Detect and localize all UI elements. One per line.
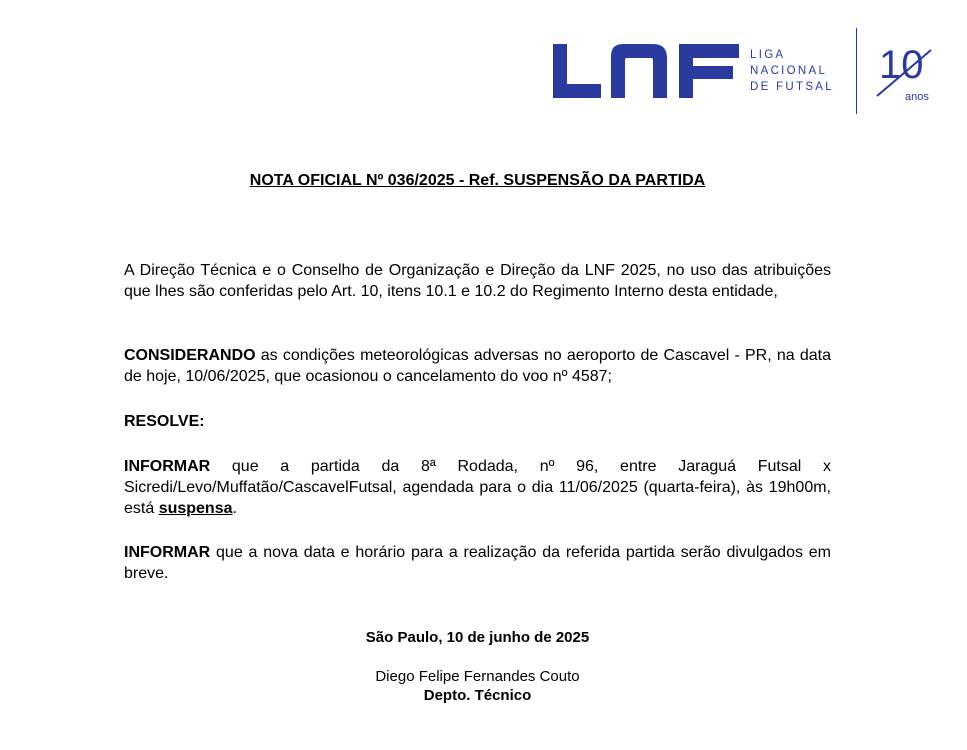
liga-line-2: NACIONAL	[750, 65, 828, 77]
paragraph-informar-2	[124, 542, 831, 584]
considerando-label: CONSIDERANDO	[124, 347, 256, 364]
informar-label-2: INFORMAR	[124, 544, 211, 561]
liga-line-1: LIGA	[750, 49, 786, 61]
informar-label-1: INFORMAR	[124, 458, 211, 475]
suspensa-emphasis: suspensa	[158, 500, 233, 517]
lnf-wordmark	[553, 44, 739, 98]
logo-divider	[856, 28, 857, 114]
ten-years-emblem	[871, 38, 941, 104]
informar-text-1: que a partida da 8ª Rodada, nº 96, entre Jaraguá Futsal x Sicredi/Levo/Muffatão/CascavelFutsal, agendada para o dia 11/06/2025 (quarta-feira), às 19h00m, está	[124, 458, 831, 517]
anniversary-number: 10	[879, 43, 924, 87]
considerando-text: as condições meteorológicas adversas no aeroporto de Cascavel - PR, na data de hoje, 10/06/2025, que ocasionou o cancelamento do voo nº 4587;	[124, 347, 831, 385]
document-title: NOTA OFICIAL Nº 036/2025 - Ref. SUSPENSÃO DA PARTIDA	[249, 172, 706, 189]
paragraph-informar-1	[124, 456, 831, 519]
paragraph-considerando	[124, 345, 831, 387]
anniversary-word: anos	[905, 91, 929, 103]
signer-department: Depto. Técnico	[423, 687, 532, 704]
informar-end-1: .	[232, 500, 237, 517]
paragraph-intro: A Direção Técnica e o Conselho de Organização e Direção da LNF 2025, no uso das atribuições que lhes são conferidas pelo Art. 10, itens 10.1 e 10.2 do Regimento Interno desta entidade,	[124, 262, 831, 300]
liga-nacional-text	[750, 47, 834, 95]
lnf-logo	[553, 28, 943, 118]
place-date: São Paulo, 10 de junho de 2025	[365, 629, 590, 646]
liga-line-3: DE FUTSAL	[750, 81, 834, 93]
signer-name: Diego Felipe Fernandes Couto	[375, 668, 580, 685]
paragraph-resolve: RESOLVE:	[124, 413, 205, 430]
informar-text-2: que a nova data e horário para a realização da referida partida serão divulgados em breve.	[124, 544, 831, 582]
